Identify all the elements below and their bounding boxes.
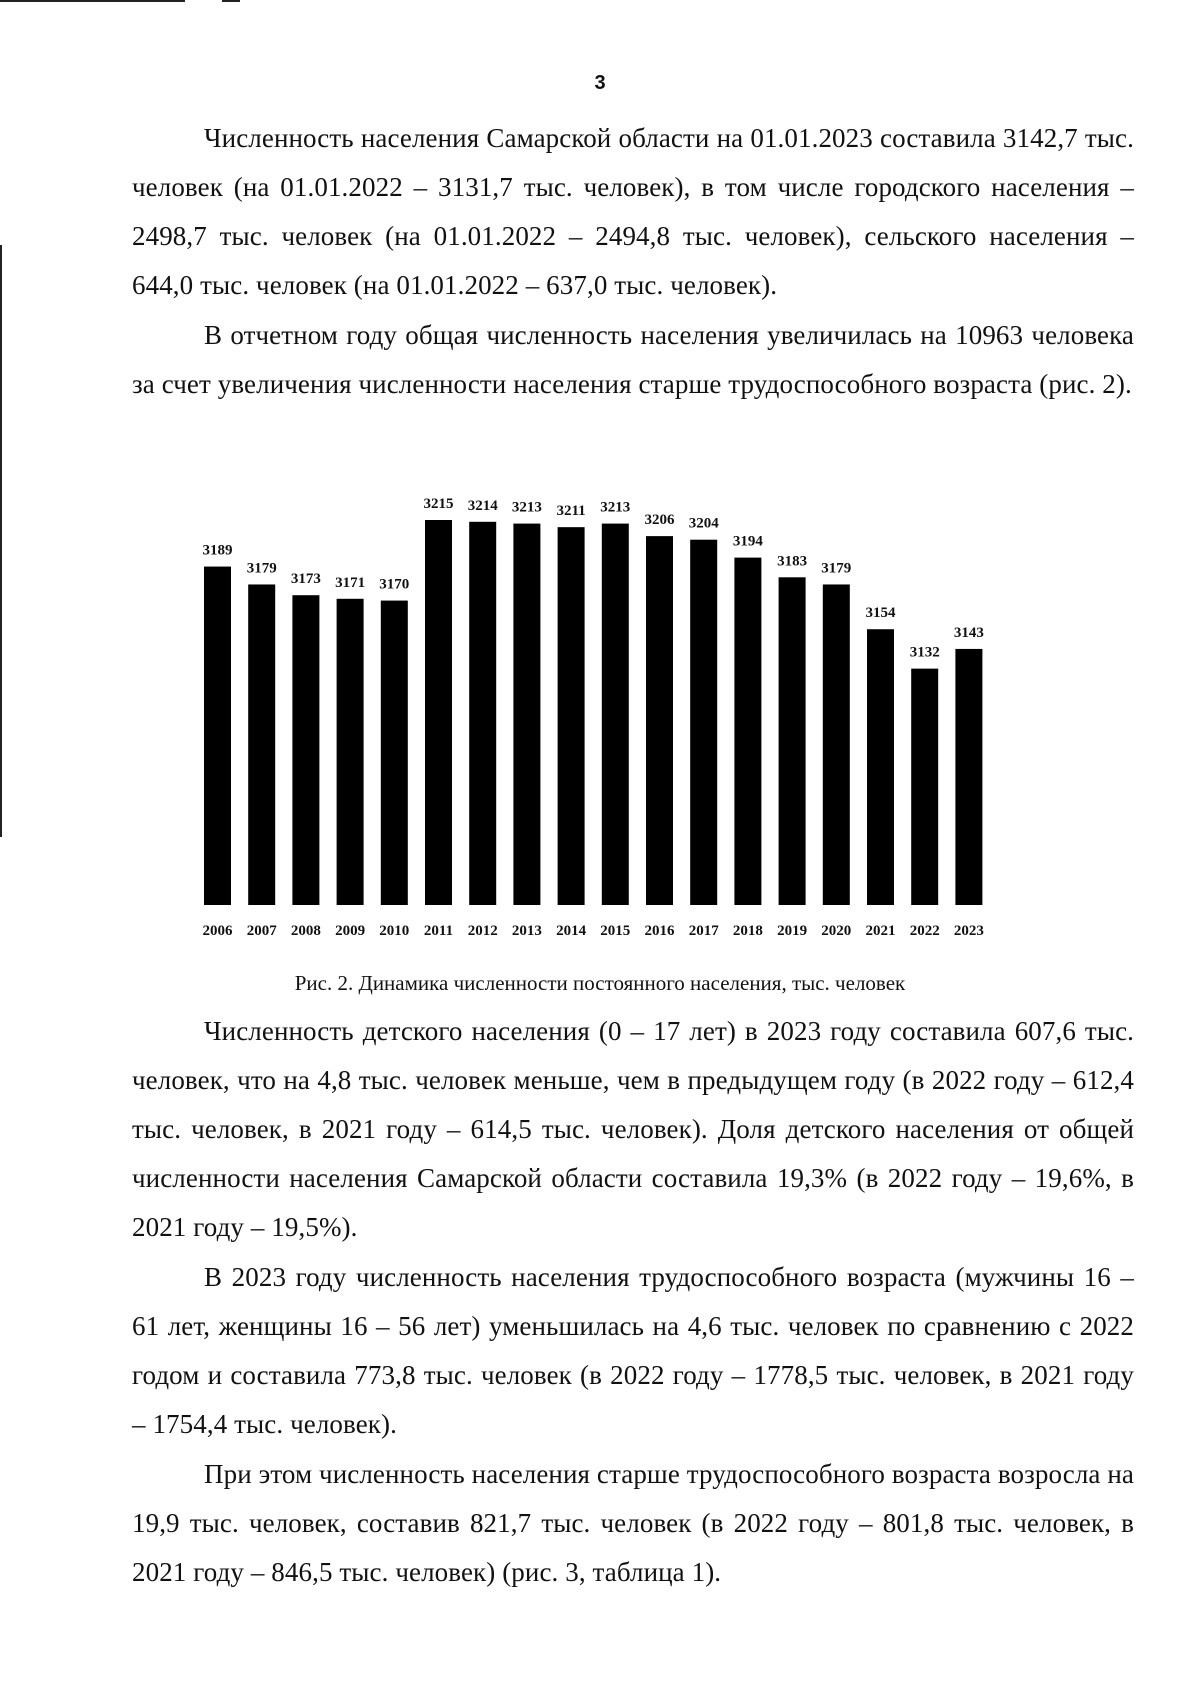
value-label-2008: 3173 bbox=[290, 571, 321, 588]
chart-canvas bbox=[196, 496, 1046, 950]
value-label-2017: 3204 bbox=[688, 515, 719, 532]
value-label-2019: 3183 bbox=[777, 553, 808, 570]
value-label-2006: 3189 bbox=[202, 542, 233, 559]
figure-caption: Рис. 2. Динамика численности постоянного населения, тыс. человек bbox=[294, 971, 906, 995]
scan-edge-mark bbox=[0, 245, 2, 837]
paragraph-elderly: При этом численность населения старше трудоспособного возраста возросла на 19,9 тыс. человек, составив 821,7 тыс. человек (в 2022 году – 801,8 тыс. человек, в 2021 году – 846,5 тыс. человек) (рис. 3, таблица 1). bbox=[132, 1459, 1134, 1587]
bar-2007 bbox=[248, 584, 275, 905]
value-label-2021: 3154 bbox=[865, 605, 896, 622]
category-label-2021: 2021 bbox=[865, 923, 896, 939]
category-label-2011: 2011 bbox=[423, 923, 454, 939]
category-label-2013: 2013 bbox=[511, 923, 542, 939]
category-label-2012: 2012 bbox=[467, 923, 498, 939]
category-label-2020: 2020 bbox=[821, 923, 852, 939]
population-bar-chart bbox=[196, 496, 1046, 950]
value-label-2013: 3213 bbox=[511, 499, 542, 516]
category-label-2016: 2016 bbox=[644, 923, 675, 939]
bar-2019 bbox=[779, 577, 806, 905]
category-label-2010: 2010 bbox=[379, 923, 410, 939]
bar-2012 bbox=[469, 522, 496, 905]
page-number: 3 bbox=[594, 72, 606, 94]
bar-2023 bbox=[955, 649, 982, 905]
bar-2021 bbox=[867, 629, 894, 905]
bar-2014 bbox=[558, 527, 585, 905]
paragraph-population-total: Численность населения Самарской области на 01.01.2023 составила 3142,7 тыс. человек (на 01.01.2022 – 3131,7 тыс. человек), в том числе городского населения – 2498,7 тыс. человек (на 01.01.2022 – 2494,8 тыс. человек), сельского населения – 644,0 тыс. человек (на 01.01.2022 – 637,0 тыс. человек). bbox=[132, 123, 1134, 300]
bar-2006 bbox=[204, 567, 231, 905]
value-label-2007: 3179 bbox=[246, 560, 277, 577]
category-label-2006: 2006 bbox=[202, 923, 233, 939]
scan-edge-mark bbox=[222, 0, 240, 2]
paragraph-child-population: Численность детского населения (0 – 17 лет) в 2023 году составила 607,6 тыс. человек, что на 4,8 тыс. человек меньше, чем в предыдущем году (в 2022 году – 612,4 тыс. человек, в 2021 году – 614,5 тыс. человек). Доля детского населения от общей численности населения Самарской области составила 19,3% (в 2022 году – 19,6%, в 2021 году – 19,5%). bbox=[132, 1016, 1134, 1242]
value-label-2016: 3206 bbox=[644, 512, 675, 529]
value-label-2015: 3213 bbox=[600, 499, 631, 516]
value-label-2023: 3143 bbox=[953, 624, 984, 641]
value-label-2022: 3132 bbox=[909, 644, 940, 661]
bar-2010 bbox=[381, 601, 408, 905]
bar-2020 bbox=[823, 584, 850, 905]
category-label-2017: 2017 bbox=[688, 923, 719, 939]
paragraph-population-increase: В отчетном году общая численность населения увеличилась на 10963 человека за счет увеличения численности населения старше трудоспособного возраста (рис. 2). bbox=[132, 320, 1134, 399]
value-label-2011: 3215 bbox=[423, 496, 454, 512]
value-label-2012: 3214 bbox=[467, 497, 498, 514]
category-label-2022: 2022 bbox=[909, 923, 940, 939]
category-label-2018: 2018 bbox=[732, 923, 763, 939]
value-label-2014: 3211 bbox=[556, 503, 586, 520]
category-label-2009: 2009 bbox=[335, 923, 366, 939]
category-label-2019: 2019 bbox=[777, 923, 808, 939]
bar-2018 bbox=[734, 558, 761, 905]
bar-2011 bbox=[425, 520, 452, 905]
category-label-2023: 2023 bbox=[953, 923, 984, 939]
category-label-2014: 2014 bbox=[556, 923, 587, 939]
category-label-2007: 2007 bbox=[246, 923, 277, 939]
scan-edge-mark bbox=[0, 0, 185, 2]
bar-2009 bbox=[337, 599, 364, 905]
value-label-2020: 3179 bbox=[821, 560, 852, 577]
paragraph-working-age: В 2023 году численность населения трудоспособного возраста (мужчины 16 – 61 лет, женщины 16 – 56 лет) уменьшилась на 4,6 тыс. человек по сравнению с 2022 годом и составила 773,8 тыс. человек (в 2022 году – 1778,5 тыс. человек, в 2021 году – 1754,4 тыс. человек). bbox=[132, 1262, 1134, 1439]
value-label-2009: 3171 bbox=[335, 574, 366, 591]
bar-2017 bbox=[690, 540, 717, 905]
bar-2016 bbox=[646, 536, 673, 905]
category-label-2008: 2008 bbox=[290, 923, 321, 939]
category-label-2015: 2015 bbox=[600, 923, 631, 939]
value-label-2018: 3194 bbox=[732, 533, 763, 550]
bar-2013 bbox=[513, 524, 540, 905]
value-label-2010: 3170 bbox=[379, 576, 410, 593]
bar-2008 bbox=[292, 595, 319, 905]
bar-2015 bbox=[602, 524, 629, 905]
bar-2022 bbox=[911, 669, 938, 905]
